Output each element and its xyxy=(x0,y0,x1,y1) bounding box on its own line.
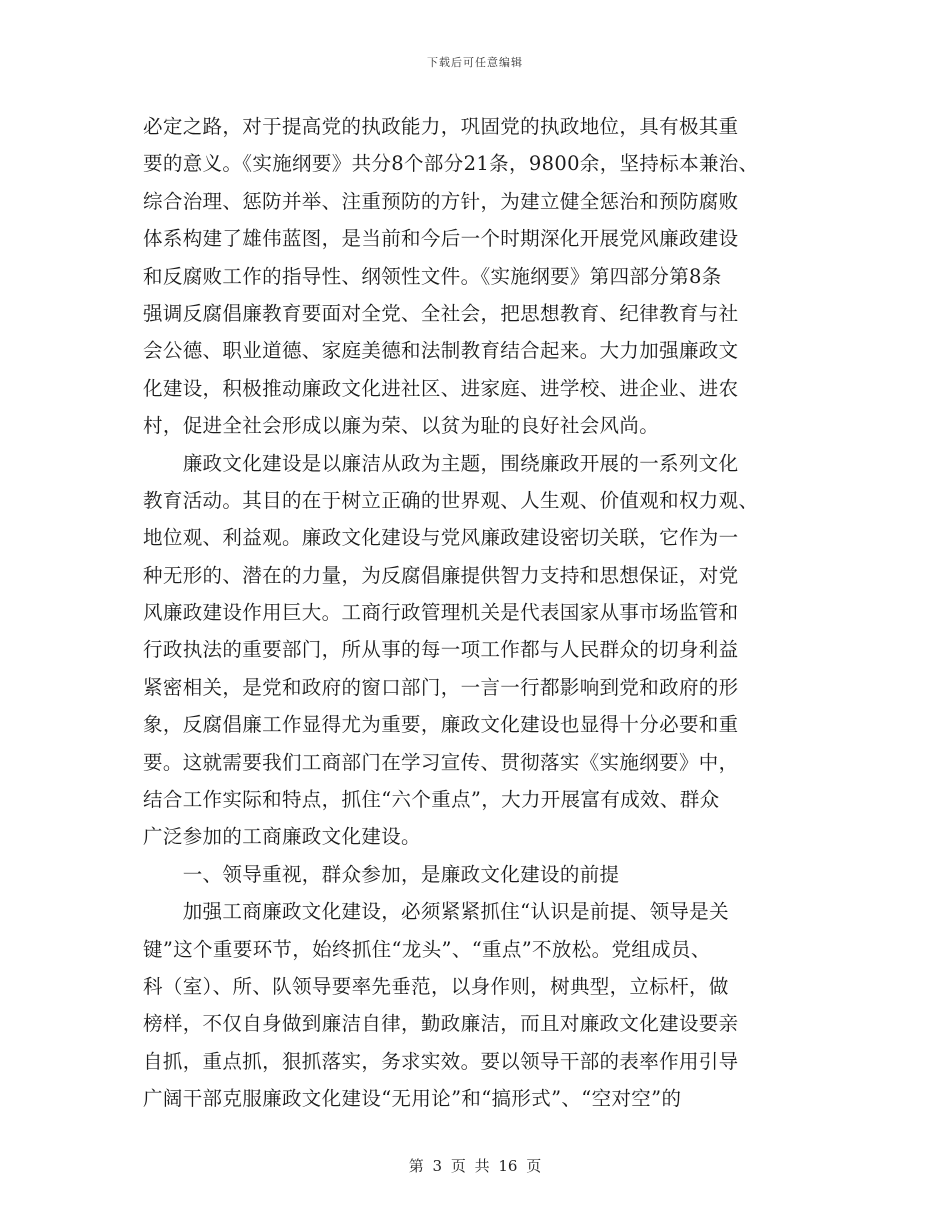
text-line: 广阔干部克服廉政文化建设“无用论”和“搞形式”、“空对空”的 xyxy=(143,1087,682,1111)
text-line: 强调反腐倡廉教育要面对全党、全社会，把思想教育、纪律教育与社 xyxy=(143,301,739,325)
text-line: 廉政文化建设是以廉洁从政为主题，围绕廉政开展的一系列文化 xyxy=(143,451,739,475)
text-line: 自抓，重点抓，狠抓落实，务求实效。要以领导干部的表率作用引导 xyxy=(143,1049,739,1073)
document-body xyxy=(143,108,813,1118)
text-line: 榜样，不仅自身做到廉洁自律，勤政廉洁，而且对廉政文化建设要亲 xyxy=(143,1012,739,1036)
text-line: 村，促进全社会形成以廉为荣、以贫为耻的良好社会风尚。 xyxy=(143,414,660,438)
text-line: 要的意义。《实施纲要》共分8个部分21条，9800余，坚持标本兼治、 xyxy=(143,152,759,176)
text-line: 地位观、利益观。廉政文化建设与党风廉政建设密切关联，它作为一 xyxy=(143,526,739,550)
text-line: 象，反腐倡廉工作显得尤为重要，廉政文化建设也显得十分必要和重 xyxy=(143,713,739,737)
text-line: 综合治理、惩防并举、注重预防的方针，为建立健全惩治和预防腐败 xyxy=(143,189,739,213)
page-header: 下载后可任意编辑 xyxy=(427,56,523,69)
text-line: 加强工商廉政文化建设，必须紧紧抓住“认识是前提、领导是关 xyxy=(143,900,729,924)
text-line: 广泛参加的工商廉政文化建设。 xyxy=(143,825,421,849)
text-line: 会公德、职业道德、家庭美德和法制教育结合起来。大力加强廉政文 xyxy=(143,339,739,363)
text-line: 要。这就需要我们工商部门在学习宣传、贯彻落实《实施纲要》中， xyxy=(143,750,739,774)
text-line: 行政执法的重要部门，所从事的每一项工作都与人民群众的切身利益 xyxy=(143,638,739,662)
section-heading: 一、领导重视，群众参加，是廉政文化建设的前提 xyxy=(143,862,620,886)
text-line: 结合工作实际和特点，抓住“六个重点”，大力开展富有成效、群众 xyxy=(143,788,720,812)
text-line: 风廉政建设作用巨大。工商行政管理机关是代表国家从事市场监管和 xyxy=(143,601,739,625)
text-line: 和反腐败工作的指导性、纲领性文件。《实施纲要》第四部分第8条 xyxy=(143,264,722,288)
text-line: 教育活动。其目的在于树立正确的世界观、人生观、价值观和权力观、 xyxy=(143,488,759,512)
text-line: 科（室）、所、队领导要率先垂范，以身作则，树典型，立标杆，做 xyxy=(143,974,729,998)
text-line: 必定之路，对于提高党的执政能力，巩固党的执政地位，具有极其重 xyxy=(143,115,739,138)
text-line: 种无形的、潜在的力量，为反腐倡廉提供智力支持和思想保证，对党 xyxy=(143,563,739,587)
text-line: 体系构建了雄伟蓝图，是当前和今后一个时期深化开展党风廉政建设 xyxy=(143,227,739,251)
page-footer: 第 3 页 共 16 页 xyxy=(408,1157,542,1175)
text-line: 紧密相关，是党和政府的窗口部门，一言一行都影响到党和政府的形 xyxy=(143,675,739,699)
text-line: 化建设，积极推动廉政文化进社区、进家庭、进学校、进企业、进农 xyxy=(143,376,739,400)
text-line: 键”这个重要环节，始终抓住“龙头”、“重点”不放松。党组成员、 xyxy=(143,937,711,961)
